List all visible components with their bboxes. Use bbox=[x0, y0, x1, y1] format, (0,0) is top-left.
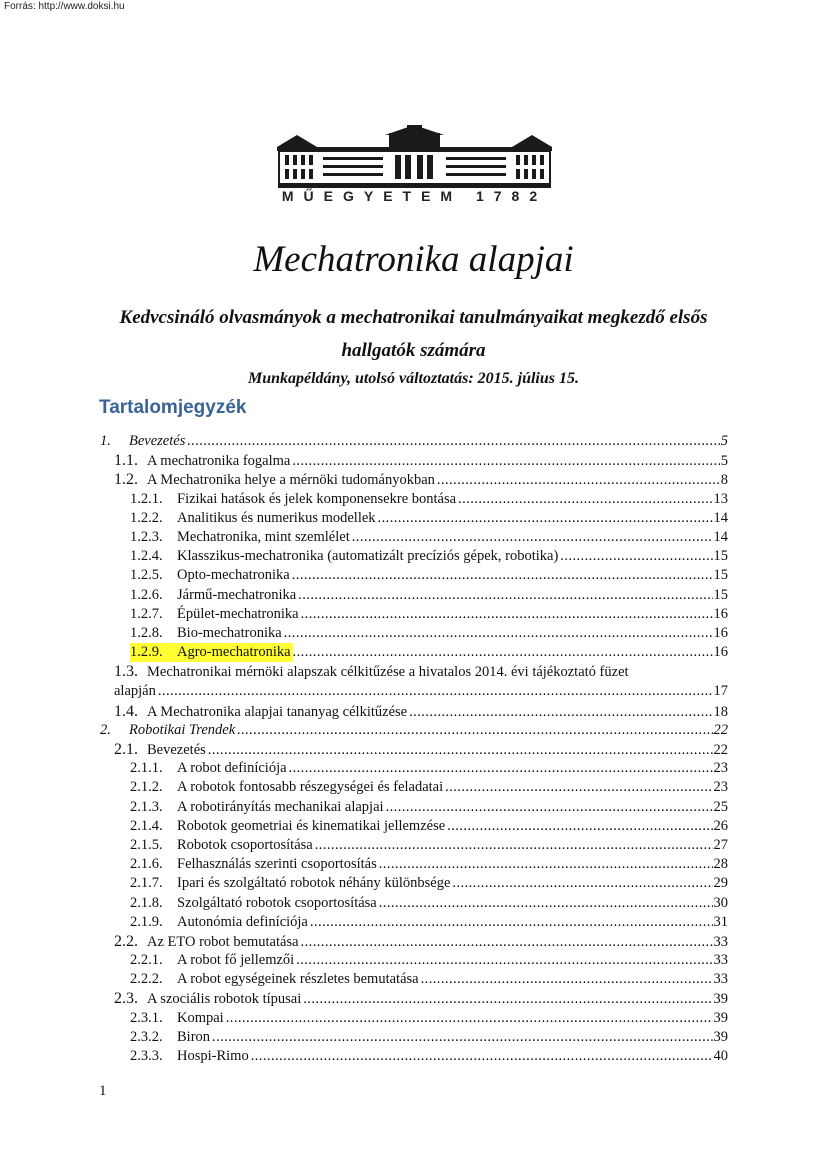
toc-entry[interactable] bbox=[100, 1009, 728, 1028]
toc-leader bbox=[379, 894, 713, 913]
toc-number: 2.1.4. bbox=[130, 817, 163, 834]
toc-leader bbox=[560, 547, 712, 566]
toc-page: 40 bbox=[713, 1048, 728, 1065]
toc-number: 2.1.2. bbox=[130, 779, 163, 796]
toc-label: Hospi-Rimo bbox=[177, 1048, 249, 1065]
toc-leader bbox=[445, 778, 712, 797]
toc-number: 2.3.2. bbox=[130, 1028, 163, 1045]
toc-entry[interactable] bbox=[100, 913, 728, 932]
toc-leader bbox=[237, 721, 712, 740]
toc-number: 1.2.8. bbox=[130, 624, 163, 641]
toc-label: Az ETO robot bemutatása bbox=[147, 933, 299, 950]
toc-label: A robotok fontosabb részegységei és feladatai bbox=[177, 779, 444, 796]
toc-number: 1.3. bbox=[114, 663, 138, 681]
toc-leader bbox=[212, 1028, 712, 1047]
toc-entry[interactable] bbox=[100, 451, 728, 470]
toc-number: 2.1.1. bbox=[130, 760, 163, 777]
toc-number: 1. bbox=[100, 433, 111, 449]
toc-label: Szolgáltató robotok csoportosítása bbox=[177, 894, 377, 911]
toc-leader bbox=[421, 970, 713, 989]
toc-entry[interactable] bbox=[100, 798, 728, 817]
toc-page: 14 bbox=[713, 528, 728, 545]
toc-label: Épület-mechatronika bbox=[177, 605, 299, 622]
source-line: Forrás: http://www.doksi.hu bbox=[4, 1, 125, 12]
revision-date: Munkapéldány, utolsó változtatás: 2015. július 15. bbox=[247, 370, 579, 387]
toc-page: 15 bbox=[713, 567, 728, 584]
toc-page: 22 bbox=[713, 721, 728, 738]
toc-page: 31 bbox=[713, 913, 728, 930]
toc-number: 1.2.9. bbox=[130, 643, 177, 662]
toc-label: alapján bbox=[114, 683, 156, 700]
toc-leader bbox=[315, 836, 713, 855]
toc-label: Robotikai Trendek bbox=[129, 721, 236, 738]
toc-entry[interactable] bbox=[100, 970, 728, 989]
toc-page: 15 bbox=[713, 548, 728, 565]
toc-page: 25 bbox=[713, 798, 728, 815]
toc-page: 15 bbox=[713, 586, 728, 603]
toc-leader bbox=[303, 990, 712, 1009]
toc-leader bbox=[301, 933, 713, 952]
toc-entry[interactable] bbox=[100, 547, 728, 566]
toc-entry[interactable] bbox=[100, 855, 728, 874]
toc-label: A robot definíciója bbox=[177, 760, 287, 777]
toc-leader bbox=[292, 566, 713, 585]
toc-number: 2.1.9. bbox=[130, 913, 163, 930]
toc-label: Analitikus és numerikus modellek bbox=[177, 509, 376, 526]
toc-number: 2.1.5. bbox=[130, 836, 163, 853]
toc-number: 1.4. bbox=[114, 702, 138, 720]
toc-number: 2.2.1. bbox=[130, 952, 163, 969]
toc-leader bbox=[452, 874, 712, 893]
toc-number: 1.1. bbox=[114, 452, 138, 470]
toc-page: 39 bbox=[713, 1009, 728, 1026]
toc-leader bbox=[187, 432, 719, 451]
toc-entry[interactable] bbox=[100, 624, 728, 643]
toc-leader bbox=[226, 1009, 713, 1028]
toc-page: 30 bbox=[713, 894, 728, 911]
toc-entry[interactable] bbox=[100, 740, 728, 759]
toc-leader bbox=[378, 509, 713, 528]
toc-page: 23 bbox=[713, 760, 728, 777]
toc-label: Felhasználás szerinti csoportosítás bbox=[177, 856, 377, 873]
toc-page: 29 bbox=[713, 875, 728, 892]
toc-entry[interactable] bbox=[100, 989, 728, 1008]
toc-label: A szociális robotok típusai bbox=[147, 991, 302, 1008]
toc-entry-highlighted[interactable] bbox=[100, 643, 728, 662]
toc-entry[interactable] bbox=[100, 470, 728, 489]
toc-page: 33 bbox=[713, 952, 728, 969]
toc-number: 2.1.3. bbox=[130, 798, 163, 815]
toc-label: A robot fő jellemzői bbox=[177, 952, 295, 969]
toc-leader bbox=[409, 703, 712, 722]
toc-page: 13 bbox=[713, 490, 728, 507]
toc-entry[interactable] bbox=[100, 951, 728, 970]
toc-entry[interactable] bbox=[100, 605, 728, 624]
toc-entry[interactable] bbox=[100, 586, 728, 605]
toc-entry[interactable] bbox=[100, 566, 728, 585]
toc-leader bbox=[352, 528, 713, 547]
toc-label: Biron bbox=[177, 1028, 211, 1045]
toc-entry[interactable] bbox=[100, 528, 728, 547]
toc-entry[interactable] bbox=[100, 932, 728, 951]
toc-leader bbox=[208, 741, 713, 760]
toc-label: Bevezetés bbox=[129, 433, 186, 449]
toc-leader bbox=[251, 1047, 713, 1066]
toc-entry[interactable] bbox=[100, 721, 728, 740]
toc-number: 1.2.6. bbox=[130, 586, 163, 603]
toc-number: 1.2.1. bbox=[130, 490, 163, 507]
toc-number: 2.3.1. bbox=[130, 1009, 163, 1026]
toc-entry[interactable] bbox=[100, 836, 728, 855]
toc-page: 5 bbox=[720, 433, 728, 449]
toc-entry[interactable] bbox=[100, 702, 728, 721]
page-number: 1 bbox=[99, 1083, 107, 1099]
toc-number: 2.1.6. bbox=[130, 856, 163, 873]
toc-entry[interactable] bbox=[100, 509, 728, 528]
toc-page: 27 bbox=[713, 836, 728, 853]
toc-page: 8 bbox=[720, 472, 728, 489]
toc-number: 2.1. bbox=[114, 741, 138, 759]
toc-page: 39 bbox=[713, 1028, 728, 1045]
toc-leader bbox=[310, 913, 713, 932]
toc-number: 2.3.3. bbox=[130, 1048, 163, 1065]
toc-label: Ipari és szolgáltató robotok néhány különbsége bbox=[177, 875, 451, 892]
toc-leader bbox=[437, 471, 720, 490]
toc-number: 2.3. bbox=[114, 990, 138, 1008]
toc-label: Robotok geometriai és kinematikai jellemzése bbox=[177, 817, 446, 834]
toc-label: A Mechatronika helye a mérnöki tudományokban bbox=[147, 472, 435, 489]
toc-leader bbox=[284, 624, 713, 643]
toc-label: Opto-mechatronika bbox=[177, 567, 290, 584]
toc-label: Agro-mechatronika bbox=[177, 643, 293, 662]
toc-entry-continuation[interactable] bbox=[100, 682, 728, 701]
toc-heading: Tartalomjegyzék bbox=[99, 397, 247, 418]
toc-leader bbox=[301, 605, 713, 624]
toc-label: A mechatronika fogalma bbox=[147, 453, 291, 470]
toc-leader bbox=[458, 490, 712, 509]
toc-number: 2.2. bbox=[114, 932, 138, 950]
toc-page: 16 bbox=[713, 644, 728, 661]
toc-entry[interactable] bbox=[100, 1047, 728, 1066]
toc-page: 5 bbox=[720, 453, 728, 470]
toc-leader bbox=[293, 643, 713, 662]
toc-number: 2.2.2. bbox=[130, 971, 163, 988]
toc-leader bbox=[298, 586, 712, 605]
toc-page: 14 bbox=[713, 509, 728, 526]
toc-label: Klasszikus-mechatronika (automatizált precíziós gépek, robotika) bbox=[177, 548, 559, 565]
toc-entry-wrapped[interactable] bbox=[100, 662, 728, 682]
toc-label: Bio-mechatronika bbox=[177, 624, 282, 641]
toc-number: 2.1.7. bbox=[130, 875, 163, 892]
toc-page: 18 bbox=[713, 703, 728, 720]
toc-page: 22 bbox=[713, 742, 728, 759]
toc-leader bbox=[447, 817, 712, 836]
toc-entry[interactable] bbox=[100, 490, 728, 509]
toc-entry[interactable] bbox=[100, 778, 728, 797]
toc-page: 26 bbox=[713, 817, 728, 834]
toc-leader bbox=[386, 798, 713, 817]
toc-page: 17 bbox=[713, 683, 728, 700]
toc-page: 28 bbox=[713, 856, 728, 873]
toc-page: 16 bbox=[713, 605, 728, 622]
toc-leader bbox=[379, 855, 713, 874]
toc-label: Jármű-mechatronika bbox=[177, 586, 297, 603]
toc-number: 1.2.5. bbox=[130, 567, 163, 584]
toc-entry[interactable] bbox=[100, 874, 728, 893]
toc-label: Mechatronika, mint szemlélet bbox=[177, 528, 350, 545]
toc-label: Kompai bbox=[177, 1009, 224, 1026]
table-of-contents bbox=[100, 432, 728, 1066]
toc-entry[interactable] bbox=[100, 759, 728, 778]
toc-number: 1.2.2. bbox=[130, 509, 163, 526]
toc-entry[interactable] bbox=[100, 817, 728, 836]
toc-number: 2.1.8. bbox=[130, 894, 163, 911]
toc-entry[interactable] bbox=[100, 1028, 728, 1047]
toc-entry[interactable] bbox=[100, 432, 728, 451]
toc-label: A Mechatronika alapjai tananyag célkitűzése bbox=[147, 703, 408, 720]
toc-number: 2. bbox=[100, 721, 111, 738]
toc-leader bbox=[292, 452, 719, 471]
toc-label: Mechatronikai mérnöki alapszak célkitűzése a hivatalos 2014. évi tájékoztató füzet bbox=[147, 664, 629, 681]
toc-entry[interactable] bbox=[100, 894, 728, 913]
toc-label: A robotirányítás mechanikai alapjai bbox=[177, 798, 384, 815]
toc-page: 16 bbox=[713, 624, 728, 641]
document-title: Mechatronika alapjai bbox=[253, 239, 574, 280]
toc-page: 33 bbox=[713, 971, 728, 988]
toc-page: 39 bbox=[713, 991, 728, 1008]
logo-text: MŰEGYETEM 1782 bbox=[281, 188, 548, 204]
document-subtitle: Kedvcsináló olvasmányok a mechatronikai tanulmányaikat megkezdő elsős hallgatók számára bbox=[119, 307, 708, 361]
toc-label: Fizikai hatások és jelek komponensekre bontása bbox=[177, 490, 457, 507]
toc-page: 23 bbox=[713, 779, 728, 796]
toc-number: 1.2. bbox=[114, 471, 138, 489]
toc-number: 1.2.7. bbox=[130, 605, 163, 622]
toc-number: 1.2.4. bbox=[130, 548, 163, 565]
toc-leader bbox=[289, 759, 713, 778]
toc-page: 33 bbox=[713, 933, 728, 950]
toc-label: A robot egységeinek részletes bemutatása bbox=[177, 971, 419, 988]
toc-label: Bevezetés bbox=[147, 742, 206, 759]
toc-leader bbox=[296, 951, 712, 970]
toc-number: 1.2.3. bbox=[130, 528, 163, 545]
toc-label: Robotok csoportosítása bbox=[177, 836, 313, 853]
toc-label: Autonómia definíciója bbox=[177, 913, 308, 930]
toc-leader bbox=[158, 682, 713, 701]
